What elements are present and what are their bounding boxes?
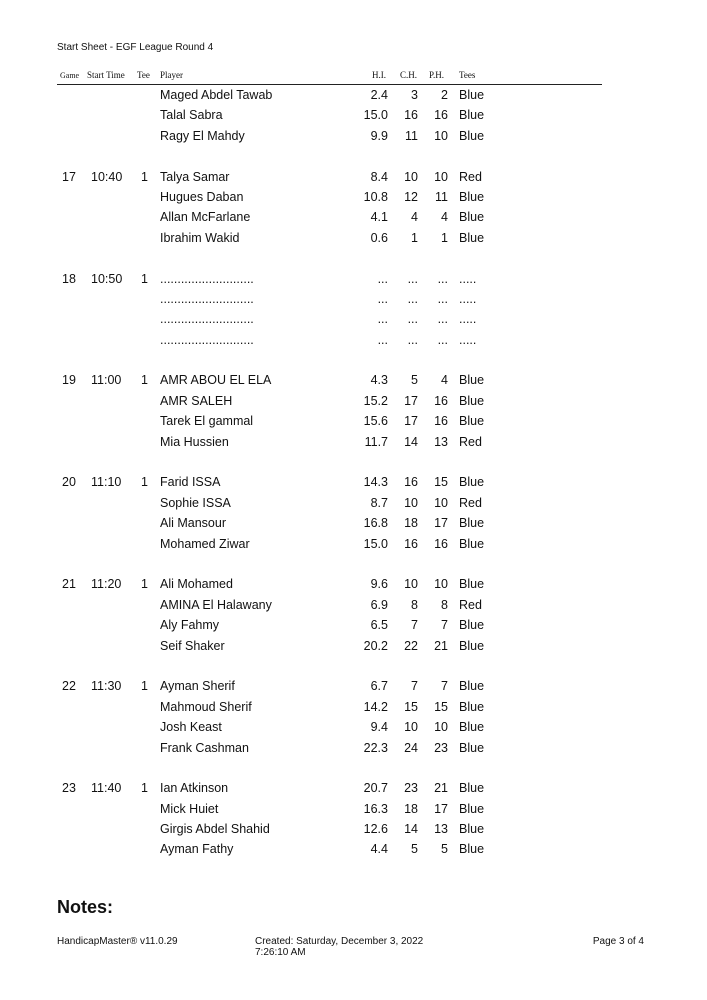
table-row	[0, 636, 707, 656]
cell-tees: Blue	[459, 189, 485, 204]
cell-tees: Blue	[459, 720, 485, 735]
start-sheet-table	[0, 85, 707, 860]
footer-created-date: Created: Saturday, December 3, 2022 7:26:10 AM	[255, 936, 424, 958]
notes-label: Notes:	[57, 897, 114, 917]
cell-course-handicap: 7	[411, 679, 418, 694]
cell-course-handicap: 4	[411, 210, 418, 225]
cell-course-handicap: 23	[404, 781, 418, 796]
cell-tees: Red	[459, 169, 482, 184]
cell-playing-handicap: 23	[434, 740, 448, 755]
page-title: Start Sheet - EGF League Round 4	[57, 42, 214, 53]
cell-player: Farid ISSA	[160, 475, 221, 490]
table-row	[0, 452, 707, 472]
cell-player: ...........................	[160, 312, 254, 327]
cell-playing-handicap: 8	[441, 597, 448, 612]
cell-handicap-index: 22.3	[363, 740, 388, 755]
cell-course-handicap: 8	[411, 597, 418, 612]
cell-player: Ali Mohamed	[160, 577, 233, 592]
cell-playing-handicap: 15	[434, 699, 448, 714]
cell-course-handicap: 24	[404, 740, 418, 755]
table-row	[0, 330, 707, 350]
cell-tee: 1	[141, 271, 148, 286]
cell-tees: Blue	[459, 516, 485, 531]
cell-handicap-index: ...	[377, 271, 388, 286]
cell-course-handicap: 18	[404, 801, 418, 816]
cell-handicap-index: 4.1	[370, 210, 388, 225]
cell-tees: .....	[459, 312, 477, 327]
cell-tees: Blue	[459, 88, 485, 102]
cell-player: ...........................	[160, 291, 254, 306]
cell-tees: Red	[459, 434, 482, 449]
cell-playing-handicap: 15	[434, 475, 448, 490]
table-row	[0, 350, 707, 370]
cell-handicap-index: 15.6	[363, 414, 388, 429]
cell-player: Aly Fahmy	[160, 618, 220, 633]
cell-tees: Blue	[459, 638, 485, 653]
table-row	[0, 207, 707, 227]
table-row	[0, 534, 707, 554]
cell-tees: Blue	[459, 230, 485, 245]
cell-player: Allan McFarlane	[160, 210, 251, 225]
cell-tees: Blue	[459, 740, 485, 755]
header-tee: Tee	[137, 70, 150, 80]
cell-player: Mia Hussien	[160, 434, 229, 449]
cell-handicap-index: 9.6	[370, 577, 388, 592]
cell-handicap-index: 20.2	[363, 638, 388, 653]
cell-handicap-index: 0.6	[370, 230, 388, 245]
table-row	[0, 778, 707, 798]
cell-tee: 1	[141, 577, 148, 592]
cell-course-handicap: 10	[404, 720, 418, 735]
table-row	[0, 554, 707, 574]
header-playing-handicap: P.H.	[429, 70, 445, 80]
cell-tee: 1	[141, 373, 148, 388]
cell-playing-handicap: 1	[441, 230, 448, 245]
cell-handicap-index: ...	[377, 291, 388, 306]
cell-playing-handicap: 10	[434, 577, 448, 592]
table-row	[0, 615, 707, 635]
cell-playing-handicap: 13	[434, 822, 448, 837]
cell-handicap-index: 6.9	[370, 597, 388, 612]
cell-handicap-index: 10.8	[363, 189, 388, 204]
cell-handicap-index: 4.4	[370, 842, 388, 857]
cell-playing-handicap: 10	[434, 128, 448, 143]
cell-tees: Blue	[459, 536, 485, 551]
cell-course-handicap: 16	[404, 536, 418, 551]
cell-playing-handicap: 16	[434, 536, 448, 551]
cell-playing-handicap: 2	[441, 88, 448, 102]
cell-handicap-index: 15.0	[363, 536, 388, 551]
cell-handicap-index: ...	[377, 332, 388, 347]
cell-handicap-index: 9.4	[370, 720, 388, 735]
cell-start-time: 11:10	[91, 475, 122, 490]
cell-tees: Blue	[459, 618, 485, 633]
cell-handicap-index: 4.3	[370, 373, 388, 388]
cell-tees: Blue	[459, 822, 485, 837]
cell-game: 19	[62, 373, 76, 388]
cell-player: AMINA El Halawany	[160, 597, 272, 612]
cell-start-time: 11:30	[91, 679, 122, 694]
cell-playing-handicap: 13	[434, 434, 448, 449]
table-row	[0, 105, 707, 125]
table-row	[0, 289, 707, 309]
cell-handicap-index: 14.3	[363, 475, 388, 490]
cell-playing-handicap: ...	[437, 271, 448, 286]
cell-tees: Blue	[459, 699, 485, 714]
cell-handicap-index: 6.7	[370, 679, 388, 694]
cell-game: 22	[62, 679, 76, 694]
table-row	[0, 799, 707, 819]
table-row	[0, 574, 707, 594]
table-row	[0, 676, 707, 696]
cell-tees: .....	[459, 332, 477, 347]
cell-tees: Red	[459, 597, 482, 612]
cell-course-handicap: 17	[404, 393, 418, 408]
cell-tees: Red	[459, 495, 482, 510]
cell-start-time: 10:40	[91, 169, 123, 184]
cell-playing-handicap: 16	[434, 414, 448, 429]
cell-playing-handicap: 21	[434, 638, 448, 653]
cell-player: Maged Abdel Tawab	[160, 88, 273, 102]
cell-course-handicap: 10	[404, 577, 418, 592]
cell-handicap-index: 15.2	[363, 393, 388, 408]
table-row	[0, 228, 707, 248]
cell-handicap-index: ...	[377, 312, 388, 327]
cell-player: Sophie ISSA	[160, 495, 231, 510]
table-row	[0, 819, 707, 839]
cell-player: ...........................	[160, 271, 254, 286]
cell-playing-handicap: 5	[441, 842, 448, 857]
cell-tees: Blue	[459, 679, 485, 694]
cell-tee: 1	[141, 679, 148, 694]
cell-course-handicap: 14	[404, 434, 418, 449]
cell-handicap-index: 6.5	[370, 618, 388, 633]
cell-playing-handicap: 10	[434, 495, 448, 510]
table-row	[0, 493, 707, 513]
cell-course-handicap: 16	[404, 475, 418, 490]
table-row	[0, 85, 707, 105]
footer-page-number: Page 3 of 4	[592, 936, 644, 947]
cell-start-time: 11:20	[91, 577, 122, 592]
cell-tees: Blue	[459, 842, 485, 857]
cell-handicap-index: 11.7	[364, 434, 388, 449]
header-player: Player	[160, 70, 183, 80]
cell-player: Ragy El Mahdy	[160, 128, 245, 143]
table-row	[0, 411, 707, 431]
cell-playing-handicap: ...	[437, 312, 448, 327]
table-row	[0, 187, 707, 207]
table-row	[0, 167, 707, 187]
cell-player: Ali Mansour	[160, 516, 226, 531]
cell-course-handicap: 10	[404, 169, 418, 184]
table-row	[0, 146, 707, 166]
cell-tees: Blue	[459, 373, 485, 388]
footer-app-version: HandicapMaster® v11.0.29	[57, 936, 178, 947]
table-row	[0, 738, 707, 758]
table-row	[0, 391, 707, 411]
cell-course-handicap: 12	[404, 189, 418, 204]
cell-player: Ibrahim Wakid	[160, 230, 240, 245]
cell-course-handicap: 5	[411, 842, 418, 857]
cell-player: Girgis Abdel Shahid	[160, 822, 270, 837]
cell-tee: 1	[141, 781, 148, 796]
cell-player: Ian Atkinson	[160, 781, 229, 796]
cell-course-handicap: 1	[411, 230, 418, 245]
table-row	[0, 758, 707, 778]
cell-course-handicap: 17	[404, 414, 418, 429]
cell-course-handicap: 16	[404, 108, 418, 123]
cell-player: Hugues Daban	[160, 189, 244, 204]
cell-player: AMR SALEH	[160, 393, 233, 408]
cell-handicap-index: 16.8	[363, 516, 388, 531]
cell-playing-handicap: 10	[434, 169, 448, 184]
cell-playing-handicap: 4	[441, 373, 448, 388]
table-row	[0, 513, 707, 533]
cell-player: Mohamed Ziwar	[160, 536, 250, 551]
table-row	[0, 472, 707, 492]
cell-playing-handicap: ...	[437, 291, 448, 306]
table-row	[0, 309, 707, 329]
cell-course-handicap: 22	[404, 638, 418, 653]
cell-tees: Blue	[459, 210, 485, 225]
cell-tees: Blue	[459, 414, 485, 429]
cell-tees: .....	[459, 291, 477, 306]
cell-player: AMR ABOU EL ELA	[160, 373, 272, 388]
cell-course-handicap: 10	[404, 495, 418, 510]
cell-tees: Blue	[459, 128, 485, 143]
table-row	[0, 717, 707, 737]
cell-playing-handicap: 10	[434, 720, 448, 735]
cell-player: Ayman Fathy	[160, 842, 234, 857]
cell-player: ...........................	[160, 332, 254, 347]
cell-tees: .....	[459, 271, 477, 286]
cell-handicap-index: 12.6	[363, 822, 388, 837]
cell-course-handicap: 11	[405, 128, 418, 143]
column-headers	[57, 70, 602, 85]
cell-tee: 1	[141, 475, 148, 490]
cell-game: 17	[62, 169, 76, 184]
cell-handicap-index: 9.9	[370, 128, 388, 143]
cell-player: Talal Sabra	[160, 108, 223, 123]
cell-handicap-index: 8.4	[370, 169, 388, 184]
cell-player: Mahmoud Sherif	[160, 699, 252, 714]
cell-playing-handicap: 16	[434, 108, 448, 123]
header-course-handicap: C.H.	[400, 70, 418, 80]
cell-course-handicap: 7	[411, 618, 418, 633]
cell-playing-handicap: ...	[437, 332, 448, 347]
cell-handicap-index: 14.2	[363, 699, 388, 714]
table-row	[0, 595, 707, 615]
cell-handicap-index: 15.0	[363, 108, 388, 123]
cell-player: Frank Cashman	[160, 740, 249, 755]
cell-course-handicap: ...	[407, 291, 418, 306]
cell-playing-handicap: 7	[441, 679, 448, 694]
cell-course-handicap: 15	[404, 699, 418, 714]
cell-game: 23	[62, 781, 76, 796]
cell-start-time: 11:00	[91, 373, 122, 388]
cell-playing-handicap: 17	[434, 801, 448, 816]
cell-handicap-index: 2.4	[370, 88, 388, 102]
cell-course-handicap: ...	[407, 312, 418, 327]
table-row	[0, 269, 707, 289]
header-tees: Tees	[459, 70, 476, 80]
cell-tees: Blue	[459, 393, 485, 408]
cell-tees: Blue	[459, 475, 485, 490]
cell-course-handicap: 18	[404, 516, 418, 531]
table-row	[0, 432, 707, 452]
cell-playing-handicap: 16	[434, 393, 448, 408]
cell-handicap-index: 8.7	[370, 495, 388, 510]
cell-tees: Blue	[459, 108, 485, 123]
cell-playing-handicap: 17	[434, 516, 448, 531]
cell-playing-handicap: 21	[434, 781, 448, 796]
cell-course-handicap: ...	[407, 271, 418, 286]
cell-course-handicap: ...	[407, 332, 418, 347]
cell-tees: Blue	[459, 577, 485, 592]
header-game: Game	[60, 71, 80, 80]
cell-course-handicap: 5	[411, 373, 418, 388]
table-row	[0, 656, 707, 676]
table-row	[0, 839, 707, 859]
cell-player: Talya Samar	[160, 169, 230, 184]
cell-course-handicap: 3	[411, 88, 418, 102]
header-start-time: Start Time	[87, 70, 125, 80]
cell-tee: 1	[141, 169, 148, 184]
cell-player: Josh Keast	[160, 720, 222, 735]
cell-playing-handicap: 7	[441, 618, 448, 633]
cell-start-time: 10:50	[91, 271, 123, 286]
cell-game: 18	[62, 271, 76, 286]
cell-course-handicap: 14	[404, 822, 418, 837]
table-row	[0, 370, 707, 390]
header-handicap-index: H.I.	[372, 70, 386, 80]
cell-player: Tarek El gammal	[160, 414, 254, 429]
cell-playing-handicap: 11	[435, 189, 448, 204]
cell-playing-handicap: 4	[441, 210, 448, 225]
cell-tees: Blue	[459, 781, 485, 796]
cell-handicap-index: 20.7	[363, 781, 388, 796]
cell-game: 21	[62, 577, 76, 592]
cell-player: Ayman Sherif	[160, 679, 235, 694]
cell-game: 20	[62, 475, 76, 490]
cell-handicap-index: 16.3	[363, 801, 388, 816]
table-row	[0, 126, 707, 146]
cell-tees: Blue	[459, 801, 485, 816]
cell-player: Seif Shaker	[160, 638, 225, 653]
table-row	[0, 248, 707, 268]
table-row	[0, 697, 707, 717]
cell-start-time: 11:40	[91, 781, 122, 796]
cell-player: Mick Huiet	[160, 801, 219, 816]
